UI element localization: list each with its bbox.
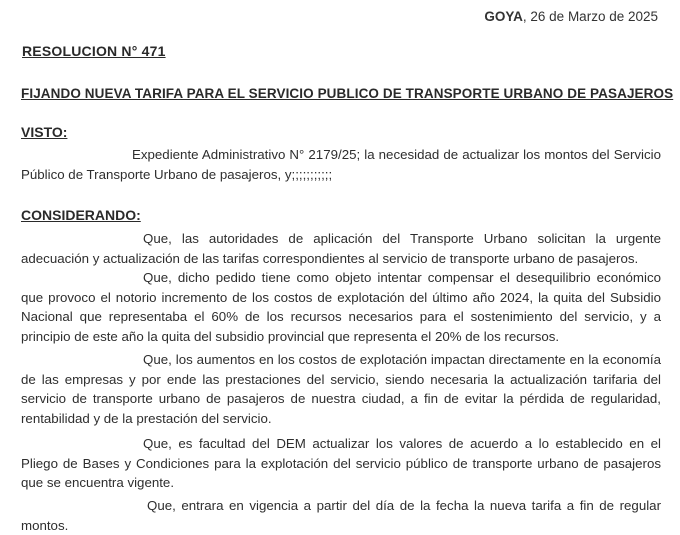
considerando-paragraph: Que, dicho pedido tiene como objeto intentar compensar el desequilibrio económico que provoco el notorio incremento de los costos de explotación del último año 2024, la quita del Subsidio Nacional que representaba el 60% de los recursos necesarios para el sostenimiento del servicio, y a principio de este año la quita del subsidio provincial que representa el 20% de los recursos. <box>21 270 661 344</box>
resolution-subject: FIJANDO NUEVA TARIFA PARA EL SERVICIO PUBLICO DE TRANSPORTE URBANO DE PASAJEROS <box>21 86 674 101</box>
visto-paragraph: Expediente Administrativo N° 2179/25; la necesidad de actualizar los montos del Servicio Público de Transporte Urbano de pasajeros, y;;;;;;;;;;; <box>21 147 661 182</box>
visto-heading: VISTO: <box>21 124 68 140</box>
considerando-paragraph: Que, entrara en vigencia a partir del día de la fecha la nueva tarifa a fin de regular montos. <box>21 498 661 533</box>
date-text: , 26 de Marzo de 2025 <box>522 9 658 24</box>
considerando-heading: CONSIDERANDO: <box>21 207 141 223</box>
resolution-number: RESOLUCION N° 471 <box>22 43 166 59</box>
considerando-paragraph: Que, es facultad del DEM actualizar los valores de acuerdo a lo establecido en el Pliego de Bases y Condiciones para la explotación del servicio público de transporte urbano de pasajeros que se encuentra vigente. <box>21 436 661 491</box>
considerando-paragraph: Que, las autoridades de aplicación del Transporte Urbano solicitan la urgente adecuación y actualización de las tarifas correspondientes al servicio de transporte urbano de pasajeros. <box>21 231 661 266</box>
document-date <box>484 9 658 24</box>
city-name: GOYA <box>484 9 523 24</box>
considerando-paragraph: Que, los aumentos en los costos de explotación impactan directamente en la economía de las empresas y por ende las prestaciones del servicio, siendo necesaria la actualización tarifaria del servicio de transporte urbano de pasajeros de nuestra ciudad, a fin de evitar la pérdida de regularidad, rentabilidad y de la prestación del servicio. <box>21 352 661 426</box>
